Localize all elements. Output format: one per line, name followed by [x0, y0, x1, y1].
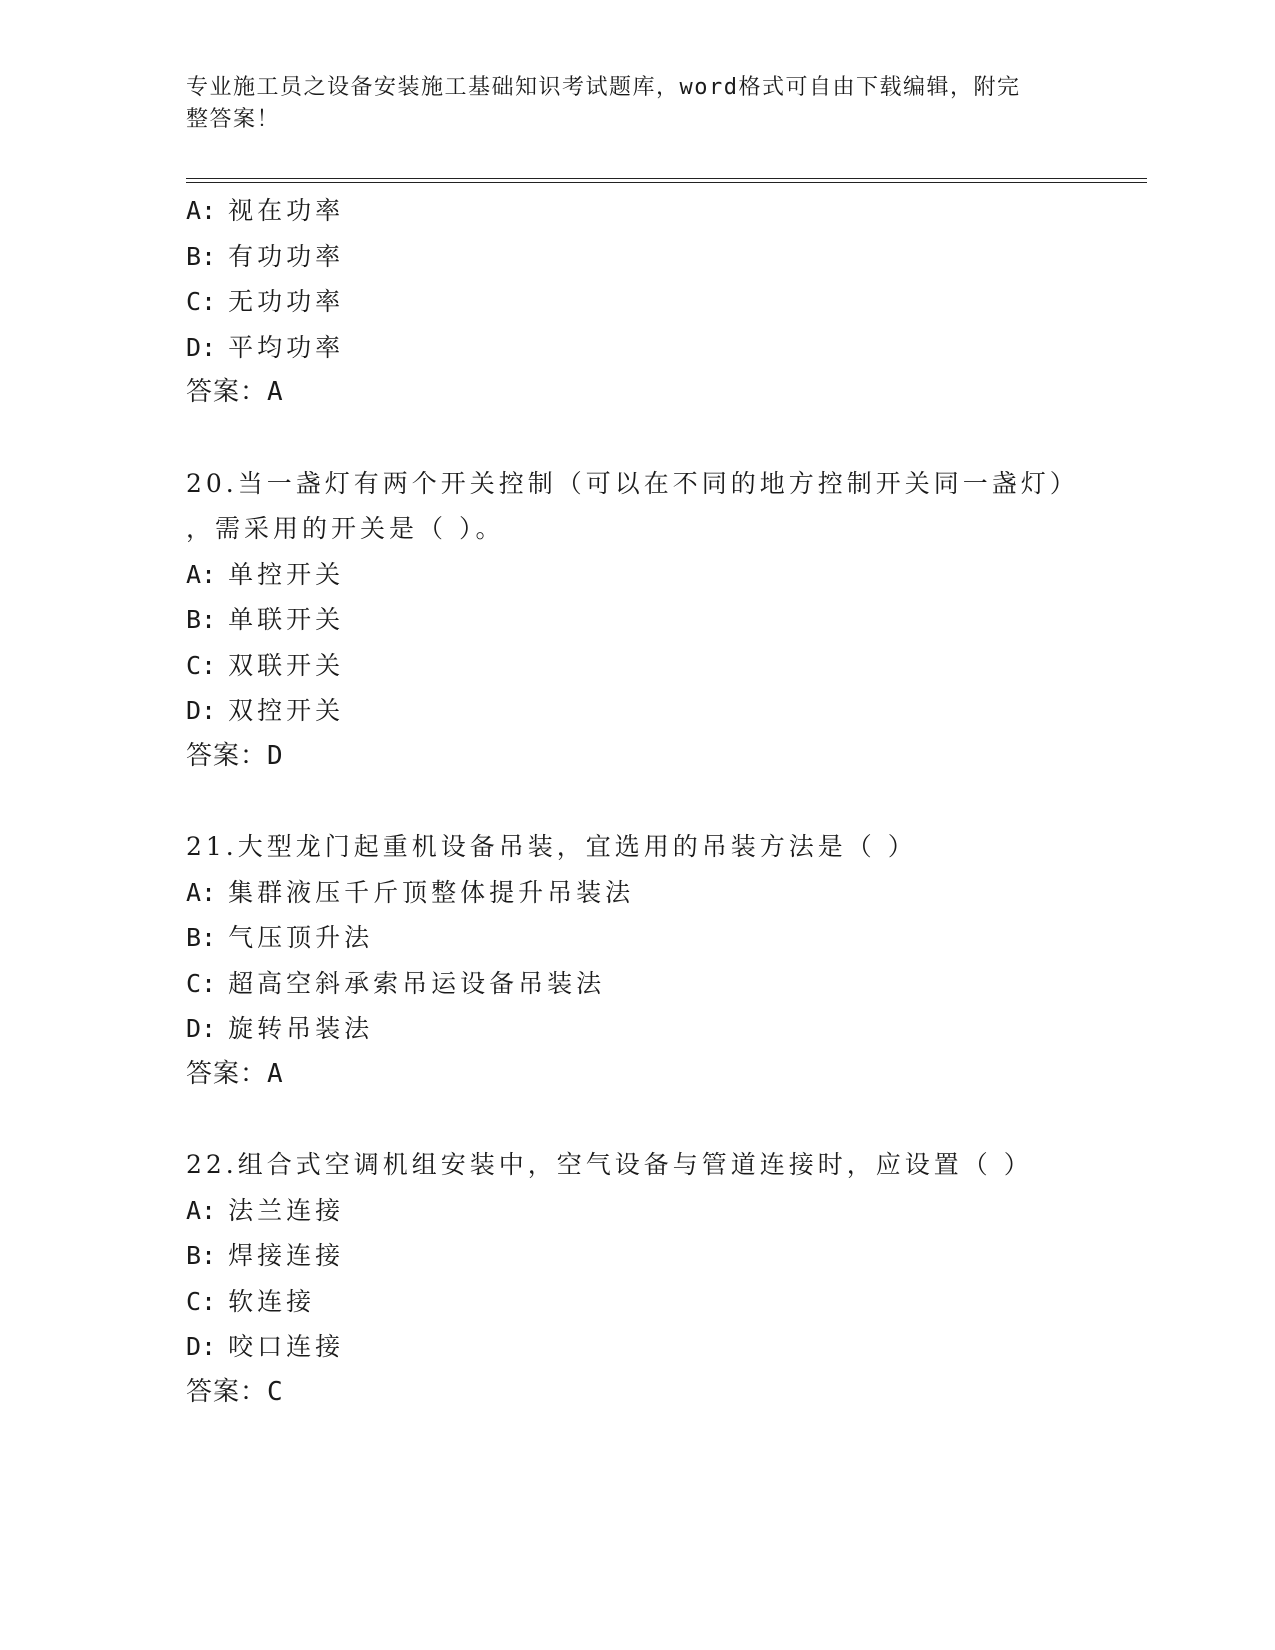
- answer-value: D: [267, 740, 284, 771]
- question-text: [186, 461, 1146, 552]
- option-text: 无功功率: [228, 287, 345, 316]
- option-letter: A:: [186, 1195, 217, 1225]
- answer-label: 答案：: [186, 740, 268, 771]
- question-line-1: 22.组合式空调机组安装中，空气设备与管道连接时，应设置（ ）: [186, 1150, 1033, 1179]
- option-letter: C:: [186, 650, 217, 680]
- option-text: 焊接连接: [228, 1241, 345, 1270]
- option-text: 旋转吊装法: [228, 1014, 374, 1043]
- spacer: [186, 779, 1146, 824]
- answer-label: 答案：: [186, 377, 268, 407]
- option-b: [186, 915, 1146, 961]
- option-text: 双控开关: [228, 696, 345, 725]
- answer-line: [186, 370, 1146, 416]
- option-a: [186, 870, 1146, 916]
- option-d: [186, 688, 1146, 734]
- question-block: [186, 824, 1146, 1097]
- option-d: [186, 1006, 1146, 1052]
- header-line-1: 专业施工员之设备安装施工基础知识考试题库，word格式可自由下载编辑，附完: [186, 75, 1021, 100]
- question-line-1: 21.大型龙门起重机设备吊装，宜选用的吊装方法是（ ）: [186, 832, 917, 861]
- option-text: 单联开关: [228, 605, 345, 634]
- question-list: [186, 188, 1146, 1415]
- answer-value: A: [267, 1058, 284, 1089]
- option-text: 超高空斜承索吊运设备吊装法: [228, 968, 606, 998]
- answer-value: C: [267, 1376, 284, 1407]
- option-c: [186, 643, 1146, 689]
- option-letter: D:: [186, 332, 217, 362]
- answer-value: A: [267, 377, 284, 407]
- question-block: [186, 188, 1146, 416]
- option-text: 集群液压千斤顶整体提升吊装法: [228, 877, 635, 907]
- option-b: [186, 234, 1146, 280]
- option-text: 法兰连接: [228, 1195, 345, 1225]
- option-a: [186, 1188, 1146, 1234]
- option-c: [186, 1279, 1146, 1325]
- option-letter: C:: [186, 287, 217, 316]
- option-letter: D:: [186, 696, 217, 725]
- header-divider: [186, 178, 1147, 183]
- answer-line: [186, 1370, 1146, 1416]
- spacer: [186, 1097, 1146, 1142]
- option-d: [186, 325, 1146, 371]
- answer-label: 答案：: [186, 1376, 268, 1407]
- option-b: [186, 1233, 1146, 1279]
- option-a: [186, 552, 1146, 598]
- option-letter: A:: [186, 196, 217, 225]
- option-text: 单控开关: [228, 559, 345, 589]
- option-letter: C:: [186, 1286, 217, 1316]
- header-line-2: 整答案！: [186, 107, 281, 132]
- option-letter: C:: [186, 968, 217, 998]
- option-text: 视在功率: [228, 196, 345, 225]
- option-letter: B:: [186, 605, 217, 634]
- option-text: 气压顶升法: [228, 923, 374, 952]
- option-text: 咬口连接: [228, 1332, 345, 1361]
- document-header: [186, 72, 1086, 136]
- option-letter: B:: [186, 241, 217, 271]
- option-text: 软连接: [228, 1286, 316, 1316]
- question-block: [186, 1142, 1146, 1415]
- option-letter: A:: [186, 877, 217, 907]
- option-letter: D:: [186, 1014, 217, 1043]
- option-c: [186, 961, 1146, 1007]
- option-a: [186, 188, 1146, 234]
- option-text: 平均功率: [228, 332, 345, 362]
- answer-line: [186, 1052, 1146, 1098]
- question-line-2: ，需采用的开关是（ ）。: [186, 514, 505, 543]
- option-d: [186, 1324, 1146, 1370]
- question-block: [186, 461, 1146, 780]
- option-text: 双联开关: [228, 650, 345, 680]
- option-letter: B:: [186, 1241, 217, 1270]
- option-b: [186, 597, 1146, 643]
- option-letter: D:: [186, 1332, 217, 1361]
- answer-line: [186, 734, 1146, 780]
- option-text: 有功功率: [228, 241, 345, 271]
- option-letter: A:: [186, 559, 217, 589]
- question-line-1: 20.当一盏灯有两个开关控制（可以在不同的地方控制开关同一盏灯）: [186, 468, 1079, 498]
- option-c: [186, 279, 1146, 325]
- spacer: [186, 416, 1146, 461]
- answer-label: 答案：: [186, 1058, 268, 1089]
- option-letter: B:: [186, 923, 217, 952]
